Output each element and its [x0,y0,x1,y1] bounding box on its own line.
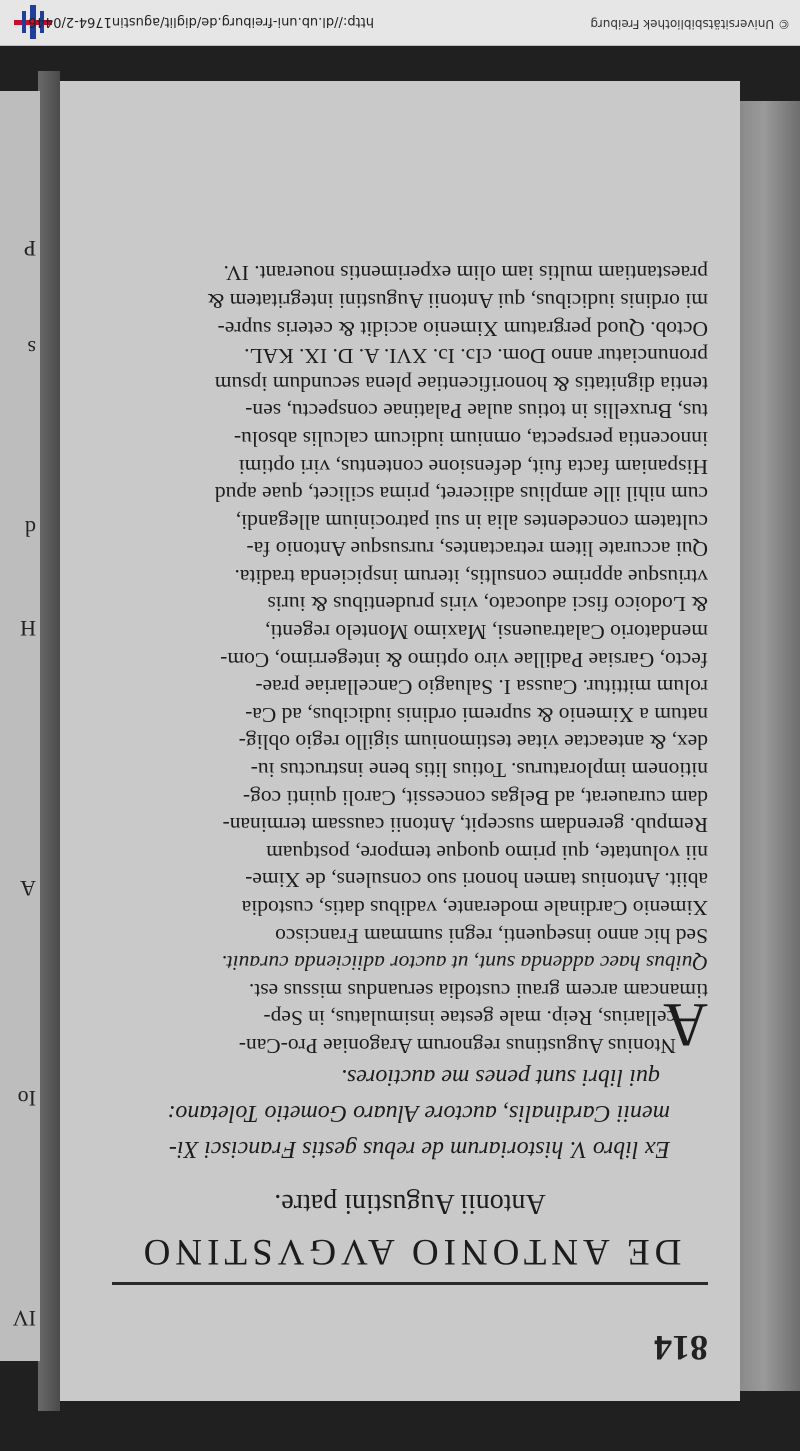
body-line: Ntonius Augustinus regnorum Aragoniae Pro-Can- [238,1034,676,1058]
body-line: mi ordinis iudicibus, qui Antonii Augustini integritatem & [207,288,708,313]
body-line: tus, Bruxellis in totius aulae Palatinae conspectu, sen- [245,399,708,424]
body-line: nitionem imploraturus. Totius litis bene instructus iu- [250,758,708,783]
body-line: tentia dignitatis & honorificentiae plena secundum ipsum [214,371,708,396]
body-line: cellarius, Reip. male gestae insimulatus, in Sep- [263,1006,676,1031]
source-note [110,1059,670,1167]
page-number: 814 [654,1328,708,1368]
facing-fragment: Io [17,1086,36,1111]
facing-fragment: IV [12,1306,36,1331]
body-line: Qui accurate litem retractantes, rursusque Antonio fa- [246,537,708,562]
facing-fragment: P [23,236,36,261]
body-line: mendatorio Calatrauensi, Maximo Montelo regenti, [264,620,708,645]
source-line: qui libri sunt penes me auctiores. [340,1064,660,1090]
body-line: natum a Ximenio & supremi ordinis iudicibus, ad Ca- [245,702,708,727]
body-line: & Lodoico fisci aduocato, viris prudentibus & iuris [267,592,708,617]
body-line: dam curauerat, ad Belgas concessit, Caroli quinti cog- [242,785,708,810]
body-line: Rempub. gerendam suscepit, Antonii caussam terminan- [222,813,708,838]
drop-cap: A [663,990,708,1058]
copyright-notice: © Universitätsbibliothek Freiburg [590,17,790,31]
body-line: cultatem concedentes alia in sui patrocinium allegandi, [235,509,708,534]
body-line: nii voluntate, qui primo quoque tempore, postquam [266,840,708,865]
body-line: timancam arcem graui custodia seruandus missus est. [248,978,708,1003]
viewer-header [0,0,800,46]
body-line: Ximenio Cardinale moderante, vadibus datis, custodia [241,896,708,921]
body-line: cum nihil ille amplius adiiceret, prima scilicet, quae apud [214,482,708,507]
facing-fragment: s [27,336,36,361]
facing-fragment: A [20,876,36,901]
source-url-link[interactable]: http://dl.ub.uni-freiburg.de/diglit/agustin1764-2/0446 [28,14,374,29]
facing-fragment: d [25,516,36,541]
body-line: rolum mittitur. Caussa I. Saluagio Cancellariae prae- [255,675,708,700]
page-stack-edge [38,71,60,1411]
facing-page [0,91,40,1361]
facing-fragment: H [20,616,36,641]
body-line: Hispaniam facta fuit, defensione contentus, viri optimi [238,454,708,479]
page-title: DE ANTONIO AVGVSTINO [138,1231,682,1272]
body-line: abiit. Antonius tamen honori suo consulens, de Xime- [245,868,708,893]
body-line: Sed hic anno insequenti, regni summam Francisco [275,923,708,948]
body-line: Quibus haec addenda sunt, ut auctor adiicienda curauit. [221,951,708,976]
body-line: vtriusque apprime consultis, iterum inspicienda tradita. [234,564,708,589]
body-line: fecto, Garsiae Padillae viro optimo & integerrimo, Com- [220,647,708,672]
body-line: pronunciatur anno Dom. cIɔ. Iɔ. XVI. A. D. IX. KAL. [244,344,708,369]
title-rule [112,1282,708,1285]
source-line: Ex libro V. historiarum de rebus gestis Francisci Xi- [168,1136,670,1162]
body-line: dex, & anteactae vitae testimonium sigillo regio oblig- [238,730,708,755]
body-line: innocentia perspecta, omnium iudicum calculis absolu- [233,426,708,451]
facing-page-edge [738,101,800,1391]
body-line: Octob. Quod pergratum Ximenio accidit & ceteris supre- [217,316,708,341]
body-line: praestantiam multis iam olim experimentis nouerant. IV. [223,261,708,286]
page-subtitle: Antonii Augustini patre. [274,1188,546,1219]
body-text [86,259,708,1059]
source-line: menii Cardinalis, auctore Aluaro Gometio Toletano: [167,1100,670,1126]
